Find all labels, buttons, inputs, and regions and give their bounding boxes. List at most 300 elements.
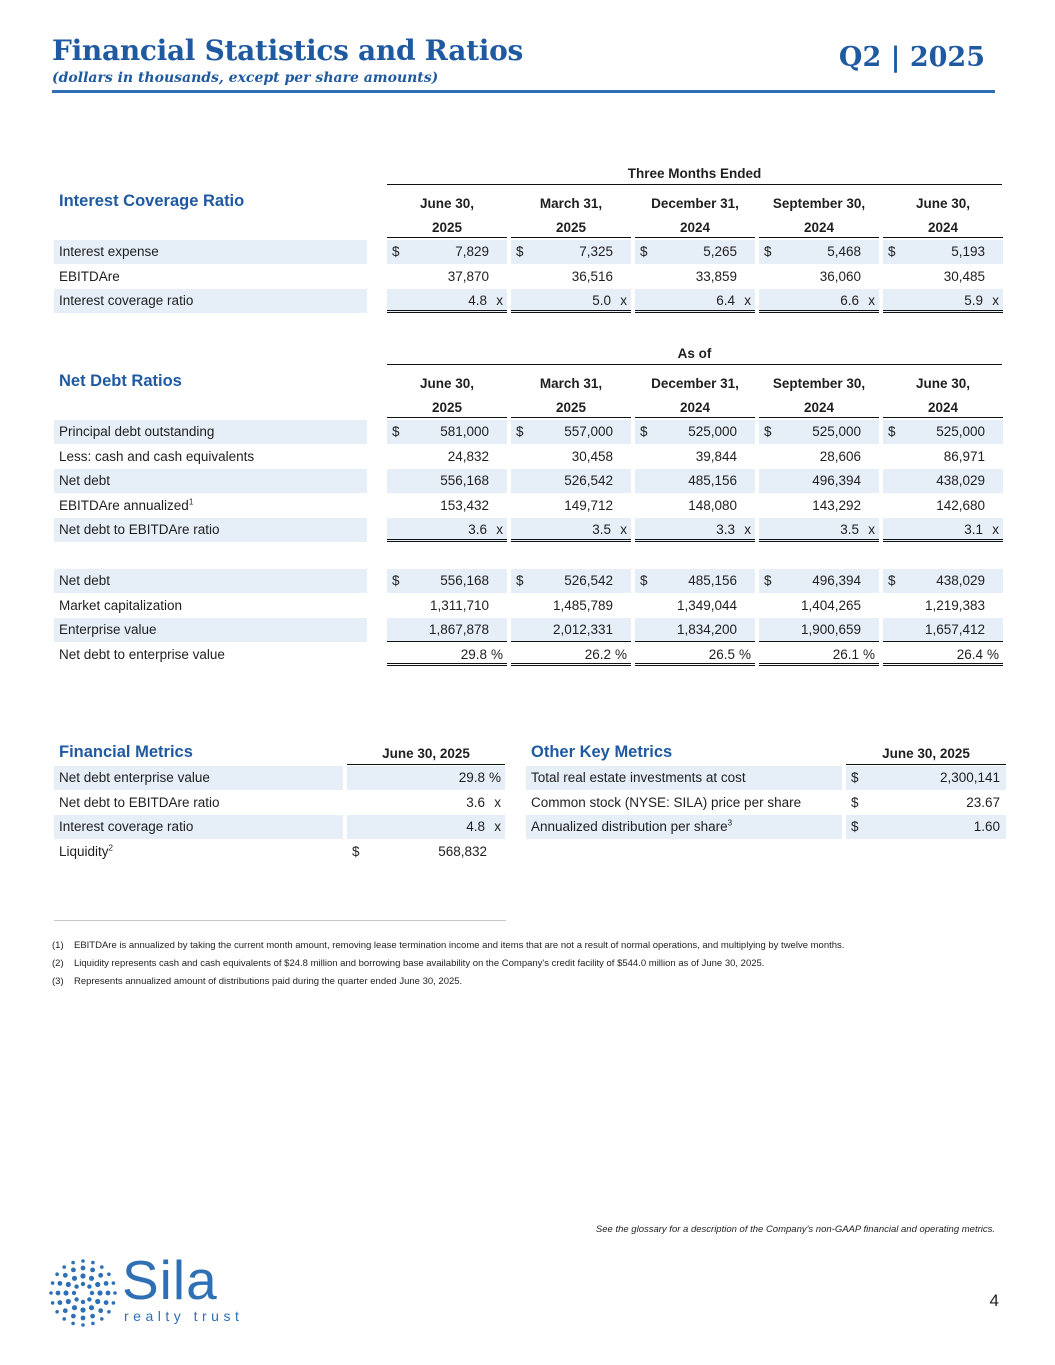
logo-dot bbox=[107, 1310, 111, 1314]
as-of-header: As of bbox=[387, 346, 1002, 365]
header-divider bbox=[52, 90, 995, 93]
currency-symbol: $ bbox=[764, 244, 772, 259]
cell-value: 1,349,044 bbox=[676, 597, 737, 613]
cell-value: 142,680 bbox=[936, 497, 985, 513]
table-cell bbox=[635, 643, 755, 667]
logo-dot bbox=[55, 1310, 59, 1314]
logo-dot bbox=[98, 1308, 103, 1313]
logo-dot bbox=[81, 1259, 85, 1263]
table-cell bbox=[347, 766, 505, 790]
row-label bbox=[526, 791, 842, 815]
cell-value: 36,060 bbox=[819, 268, 861, 284]
row-label-text: Interest coverage ratio bbox=[59, 819, 194, 835]
unit-suffix: x bbox=[494, 794, 501, 810]
table-cell bbox=[759, 494, 879, 518]
row-label-text: Net debt bbox=[59, 573, 111, 588]
unit-suffix: x bbox=[744, 522, 751, 538]
cell-value: 39,844 bbox=[695, 448, 737, 464]
table-cell bbox=[759, 643, 879, 667]
unit-suffix: % bbox=[614, 646, 627, 662]
table-cell bbox=[883, 569, 1003, 593]
table-cell bbox=[635, 265, 755, 289]
logo-dot bbox=[63, 1273, 68, 1278]
column-header-year: 2024 bbox=[635, 220, 755, 238]
cell-value: 3.6 bbox=[466, 794, 485, 810]
row-label-text: Net debt to enterprise value bbox=[59, 646, 225, 662]
logo-dot bbox=[89, 1276, 94, 1281]
cell-value: 485,156 bbox=[688, 573, 737, 588]
cell-value: 4.8 bbox=[468, 293, 487, 309]
footnote-marker: 1 bbox=[188, 497, 194, 507]
row-label bbox=[54, 643, 367, 667]
unit-suffix: x bbox=[496, 293, 503, 309]
cell-value: 2,012,331 bbox=[552, 622, 613, 638]
column-header-date: June 30, bbox=[419, 196, 475, 211]
row-label bbox=[54, 791, 343, 815]
logo-dot bbox=[71, 1314, 76, 1319]
cell-value: 29.8 bbox=[460, 646, 487, 662]
unit-suffix: x bbox=[868, 293, 875, 309]
column-header-date: March 31, bbox=[539, 196, 603, 211]
table-cell bbox=[387, 469, 507, 493]
logo-dot bbox=[51, 1281, 55, 1285]
column-header-year: 2024 bbox=[883, 220, 1003, 238]
table-cell bbox=[635, 445, 755, 469]
table-cell bbox=[635, 518, 755, 542]
footnote-marker: 3 bbox=[727, 818, 733, 828]
logo-dot bbox=[62, 1317, 66, 1321]
unit-suffix: x bbox=[620, 522, 627, 538]
table-cell bbox=[883, 445, 1003, 469]
row-label-text: Less: cash and cash equivalents bbox=[59, 448, 255, 464]
unit-suffix: x bbox=[620, 293, 627, 309]
row-label-text: Enterprise value bbox=[59, 622, 157, 638]
logo-dot bbox=[74, 1284, 78, 1288]
cell-value: 36,516 bbox=[571, 268, 613, 284]
column-header-year: 2024 bbox=[759, 400, 879, 418]
logo-dot bbox=[55, 1272, 59, 1276]
row-label bbox=[54, 840, 343, 864]
logo-dot bbox=[91, 1261, 95, 1265]
logo-dot bbox=[49, 1291, 53, 1295]
column-header-date: September 30, bbox=[772, 376, 866, 391]
cell-value: 26.1 bbox=[832, 646, 859, 662]
row-label bbox=[54, 569, 367, 593]
cell-value: 3.5 bbox=[592, 522, 611, 538]
row-label bbox=[526, 766, 842, 790]
table-cell bbox=[387, 420, 507, 444]
logo-dot bbox=[89, 1305, 94, 1310]
currency-symbol: $ bbox=[888, 244, 896, 259]
financial-metrics-column-header: June 30, 2025 bbox=[347, 746, 505, 765]
currency-symbol: $ bbox=[851, 770, 859, 785]
cell-value: 26.5 bbox=[708, 646, 735, 662]
row-label-text: Net debt to EBITDAre ratio bbox=[59, 794, 220, 810]
currency-symbol: $ bbox=[851, 794, 859, 810]
row-label bbox=[54, 594, 367, 618]
cell-value: 1.60 bbox=[973, 819, 1000, 835]
net-debt-title: Net Debt Ratios bbox=[59, 372, 182, 390]
cell-value: 5,265 bbox=[703, 244, 737, 259]
row-label-text: Net debt enterprise value bbox=[59, 770, 210, 785]
cell-value: 1,657,412 bbox=[924, 622, 985, 638]
table-cell bbox=[511, 594, 631, 618]
logo-dot bbox=[80, 1273, 85, 1278]
table-cell bbox=[511, 265, 631, 289]
cell-value: 496,394 bbox=[812, 573, 861, 588]
table-cell bbox=[883, 618, 1003, 642]
unit-suffix: % bbox=[490, 646, 503, 662]
cell-value: 1,219,383 bbox=[924, 597, 985, 613]
cell-value: 438,029 bbox=[936, 473, 985, 489]
logo-dot bbox=[58, 1281, 63, 1286]
table-cell bbox=[759, 289, 879, 313]
currency-symbol: $ bbox=[640, 573, 648, 588]
cell-value: 1,485,789 bbox=[552, 597, 613, 613]
currency-symbol: $ bbox=[516, 573, 524, 588]
logo-dot bbox=[80, 1307, 85, 1312]
row-label bbox=[54, 815, 343, 839]
financial-metrics-title: Financial Metrics bbox=[59, 743, 193, 761]
cell-value: 1,900,659 bbox=[800, 622, 861, 638]
column-header-date: December 31, bbox=[651, 196, 739, 211]
column-header-year: 2025 bbox=[511, 400, 631, 418]
cell-value: 3.3 bbox=[716, 522, 735, 538]
row-label-text: Net debt bbox=[59, 473, 111, 489]
table-cell bbox=[511, 289, 631, 313]
cell-value: 556,168 bbox=[440, 473, 489, 489]
table-cell bbox=[759, 265, 879, 289]
cell-value: 24,832 bbox=[447, 448, 489, 464]
currency-symbol: $ bbox=[764, 424, 772, 439]
cell-value: 525,000 bbox=[812, 424, 861, 439]
logo-dot bbox=[66, 1282, 71, 1287]
logo-dot bbox=[113, 1291, 117, 1295]
logo-dot bbox=[100, 1265, 104, 1269]
table-cell bbox=[635, 618, 755, 642]
table-cell bbox=[759, 518, 879, 542]
cell-value: 3.5 bbox=[840, 522, 859, 538]
table-cell bbox=[759, 618, 879, 642]
cell-value: 6.4 bbox=[716, 293, 735, 309]
row-label bbox=[54, 518, 367, 542]
logo-dot bbox=[87, 1297, 91, 1301]
cell-value: 26.4 bbox=[956, 646, 983, 662]
footnote-divider bbox=[54, 920, 506, 921]
logo-dot bbox=[106, 1291, 111, 1296]
logo-dot bbox=[71, 1268, 76, 1273]
other-metrics-column-header: June 30, 2025 bbox=[846, 746, 1006, 765]
logo-dot bbox=[104, 1281, 109, 1286]
cell-value: 525,000 bbox=[936, 424, 985, 439]
row-label bbox=[54, 240, 367, 264]
sila-sunburst-logo-icon bbox=[48, 1258, 118, 1328]
table-cell bbox=[387, 289, 507, 313]
currency-symbol: $ bbox=[888, 424, 896, 439]
row-label-text: Principal debt outstanding bbox=[59, 424, 215, 439]
table-cell bbox=[883, 289, 1003, 313]
row-label bbox=[54, 265, 367, 289]
currency-symbol: $ bbox=[888, 573, 896, 588]
table-cell bbox=[846, 815, 1006, 839]
cell-value: 153,432 bbox=[440, 497, 489, 513]
currency-symbol: $ bbox=[392, 424, 400, 439]
logo-dot bbox=[100, 1317, 104, 1321]
cell-value: 30,458 bbox=[571, 448, 613, 464]
cell-value: 1,404,265 bbox=[800, 597, 861, 613]
logo-dot bbox=[58, 1300, 63, 1305]
table-cell bbox=[387, 265, 507, 289]
logo-tagline: realty trust bbox=[124, 1308, 244, 1324]
cell-value: 3.6 bbox=[468, 522, 487, 538]
other-key-metrics-title: Other Key Metrics bbox=[531, 743, 673, 761]
currency-symbol: $ bbox=[851, 819, 859, 835]
row-label-text: EBITDAre annualized bbox=[59, 497, 189, 513]
table-cell bbox=[883, 494, 1003, 518]
table-cell bbox=[846, 791, 1006, 815]
table-cell bbox=[846, 766, 1006, 790]
footnote-2: (2) Liquidity represents cash and cash equivalents of $24.8 million and borrowing base availability on the Company's credit facility of $544.0 million as of June 30, 2025. bbox=[52, 958, 765, 969]
column-header-date: June 30, bbox=[915, 196, 971, 211]
cell-value: 581,000 bbox=[440, 424, 489, 439]
currency-symbol: $ bbox=[352, 843, 360, 859]
row-label bbox=[54, 420, 367, 444]
logo-dot bbox=[81, 1266, 86, 1271]
table-cell bbox=[347, 791, 505, 815]
cell-value: 33,859 bbox=[695, 268, 737, 284]
table-cell bbox=[387, 618, 507, 642]
currency-symbol: $ bbox=[516, 424, 524, 439]
logo-dot bbox=[81, 1282, 85, 1286]
unit-suffix: % bbox=[738, 646, 751, 662]
table-cell bbox=[347, 840, 505, 864]
row-label bbox=[54, 289, 367, 313]
column-header-date: September 30, bbox=[772, 196, 866, 211]
row-label bbox=[54, 469, 367, 493]
cell-value: 438,029 bbox=[936, 573, 985, 588]
page-number: 4 bbox=[989, 1291, 999, 1310]
unit-suffix: % bbox=[862, 646, 875, 662]
logo-dot bbox=[74, 1297, 78, 1301]
table-cell bbox=[635, 469, 755, 493]
logo-wordmark: Sila bbox=[122, 1249, 218, 1311]
column-header-year: 2024 bbox=[635, 400, 755, 418]
row-label bbox=[54, 766, 343, 790]
cell-value: 496,394 bbox=[812, 473, 861, 489]
unit-suffix: x bbox=[494, 819, 501, 835]
footnote-marker: 2 bbox=[108, 843, 113, 853]
glossary-note: See the glossary for a description of the Company's non-GAAP financial and operating metrics. bbox=[595, 1224, 995, 1235]
table-cell bbox=[635, 569, 755, 593]
table-cell bbox=[759, 240, 879, 264]
row-label bbox=[54, 494, 367, 518]
logo-dot bbox=[63, 1290, 68, 1295]
logo-dot bbox=[107, 1272, 111, 1276]
footnote-1: (1) EBITDAre is annualized by taking the current month amount, removing lease termination income and items that are not a result of normal operations, and multiplying by twelve months. bbox=[52, 940, 845, 951]
table-cell bbox=[387, 594, 507, 618]
row-label-text: Liquidity bbox=[59, 843, 109, 859]
column-header-year: 2024 bbox=[759, 220, 879, 238]
table-cell bbox=[347, 815, 505, 839]
column-header-year: 2025 bbox=[387, 220, 507, 238]
cell-value: 557,000 bbox=[564, 424, 613, 439]
cell-value: 7,829 bbox=[455, 244, 489, 259]
row-label-text: EBITDAre bbox=[59, 268, 120, 284]
quarter-label: Q2 | 2025 bbox=[838, 42, 985, 73]
cell-value: 3.1 bbox=[964, 522, 983, 538]
footnote-3: (3) Represents annualized amount of distributions paid during the quarter ended June 30, 2025. bbox=[52, 976, 463, 987]
table-cell bbox=[635, 289, 755, 313]
logo-dot bbox=[112, 1281, 116, 1285]
row-label bbox=[54, 445, 367, 469]
currency-symbol: $ bbox=[764, 573, 772, 588]
column-header-date: June 30, bbox=[915, 376, 971, 391]
column-header-date: March 31, bbox=[539, 376, 603, 391]
page-title: Financial Statistics and Ratios bbox=[52, 34, 523, 67]
logo-dot bbox=[66, 1299, 71, 1304]
cell-value: 23.67 bbox=[966, 794, 1000, 810]
logo-dot bbox=[90, 1268, 95, 1273]
currency-symbol: $ bbox=[640, 244, 648, 259]
unit-suffix: x bbox=[992, 293, 999, 309]
page-subtitle: (dollars in thousands, except per share amounts) bbox=[52, 70, 439, 86]
table-cell bbox=[883, 420, 1003, 444]
cell-value: 143,292 bbox=[812, 497, 861, 513]
interest-coverage-title: Interest Coverage Ratio bbox=[59, 192, 245, 210]
three-months-ended-header: Three Months Ended bbox=[387, 166, 1002, 185]
table-cell bbox=[511, 445, 631, 469]
table-cell bbox=[883, 265, 1003, 289]
logo-dot bbox=[97, 1290, 102, 1295]
table-cell bbox=[883, 469, 1003, 493]
logo-dot bbox=[62, 1265, 66, 1269]
table-cell bbox=[511, 643, 631, 667]
column-header-date: June 30, bbox=[419, 376, 475, 391]
cell-value: 30,485 bbox=[943, 268, 985, 284]
column-header-date: December 31, bbox=[651, 376, 739, 391]
cell-value: 7,325 bbox=[579, 244, 613, 259]
table-cell bbox=[511, 240, 631, 264]
row-label-text: Total real estate investments at cost bbox=[531, 770, 746, 785]
logo-dot bbox=[90, 1291, 94, 1295]
logo-dot bbox=[95, 1282, 100, 1287]
table-cell bbox=[759, 445, 879, 469]
logo-dot bbox=[72, 1291, 76, 1295]
logo-dot bbox=[90, 1314, 95, 1319]
table-cell bbox=[883, 518, 1003, 542]
cell-value: 5.0 bbox=[592, 293, 611, 309]
logo-dot bbox=[81, 1300, 85, 1304]
cell-value: 4.8 bbox=[466, 819, 485, 835]
logo-dot bbox=[72, 1276, 77, 1281]
table-cell bbox=[511, 469, 631, 493]
row-label-text: Interest coverage ratio bbox=[59, 293, 194, 309]
cell-value: 5,193 bbox=[951, 244, 985, 259]
table-cell bbox=[387, 518, 507, 542]
currency-symbol: $ bbox=[516, 244, 524, 259]
table-cell bbox=[883, 240, 1003, 264]
table-cell bbox=[511, 569, 631, 593]
cell-value: 26.2 bbox=[584, 646, 611, 662]
cell-value: 37,870 bbox=[447, 268, 489, 284]
table-cell bbox=[511, 618, 631, 642]
table-cell bbox=[635, 240, 755, 264]
currency-symbol: $ bbox=[640, 424, 648, 439]
row-label-text: Annualized distribution per share bbox=[531, 819, 728, 835]
currency-symbol: $ bbox=[392, 573, 400, 588]
cell-value: 149,712 bbox=[564, 497, 613, 513]
logo-dot bbox=[56, 1291, 61, 1296]
logo-dot bbox=[72, 1305, 77, 1310]
cell-value: 86,971 bbox=[943, 448, 985, 464]
table-cell bbox=[883, 643, 1003, 667]
table-cell bbox=[511, 494, 631, 518]
logo-dot bbox=[81, 1316, 86, 1321]
currency-symbol: $ bbox=[392, 244, 400, 259]
table-cell bbox=[883, 594, 1003, 618]
cell-value: 5.9 bbox=[964, 293, 983, 309]
unit-suffix: x bbox=[496, 522, 503, 538]
table-cell bbox=[759, 569, 879, 593]
column-header-year: 2024 bbox=[883, 400, 1003, 418]
cell-value: 1,311,710 bbox=[429, 597, 489, 613]
cell-value: 526,542 bbox=[564, 473, 613, 489]
unit-suffix: % bbox=[488, 770, 501, 785]
row-label-text: Net debt to EBITDAre ratio bbox=[59, 522, 220, 538]
table-cell bbox=[387, 240, 507, 264]
table-cell bbox=[387, 445, 507, 469]
row-label-text: Market capitalization bbox=[59, 597, 183, 613]
row-label-text: Common stock (NYSE: SILA) price per share bbox=[531, 794, 802, 810]
unit-suffix: x bbox=[744, 293, 751, 309]
logo-dot bbox=[91, 1322, 95, 1326]
row-label bbox=[54, 618, 367, 642]
cell-value: 5,468 bbox=[827, 244, 861, 259]
table-cell bbox=[387, 643, 507, 667]
logo-dot bbox=[81, 1323, 85, 1327]
unit-suffix: x bbox=[868, 522, 875, 538]
logo-dot bbox=[71, 1322, 75, 1326]
cell-value: 148,080 bbox=[688, 497, 737, 513]
cell-value: 556,168 bbox=[440, 573, 489, 588]
logo-dot bbox=[51, 1301, 55, 1305]
table-cell bbox=[387, 494, 507, 518]
logo-dot bbox=[87, 1284, 91, 1288]
logo-dot bbox=[104, 1300, 109, 1305]
table-cell bbox=[635, 594, 755, 618]
logo-dot bbox=[95, 1299, 100, 1304]
table-cell bbox=[759, 594, 879, 618]
logo-dot bbox=[98, 1273, 103, 1278]
cell-value: 568,832 bbox=[438, 843, 487, 859]
cell-value: 6.6 bbox=[840, 293, 859, 309]
cell-value: 29.8 bbox=[458, 770, 485, 785]
table-cell bbox=[387, 569, 507, 593]
table-cell bbox=[511, 518, 631, 542]
table-cell bbox=[635, 420, 755, 444]
logo-dot bbox=[71, 1261, 75, 1265]
cell-value: 1,867,878 bbox=[428, 622, 489, 638]
column-header-year: 2025 bbox=[511, 220, 631, 238]
cell-value: 525,000 bbox=[688, 424, 737, 439]
table-cell bbox=[635, 494, 755, 518]
row-label bbox=[526, 815, 842, 839]
unit-suffix: % bbox=[986, 646, 999, 662]
cell-value: 2,300,141 bbox=[939, 770, 1000, 785]
table-cell bbox=[759, 469, 879, 493]
logo-dot bbox=[63, 1308, 68, 1313]
cell-value: 1,834,200 bbox=[676, 622, 737, 638]
